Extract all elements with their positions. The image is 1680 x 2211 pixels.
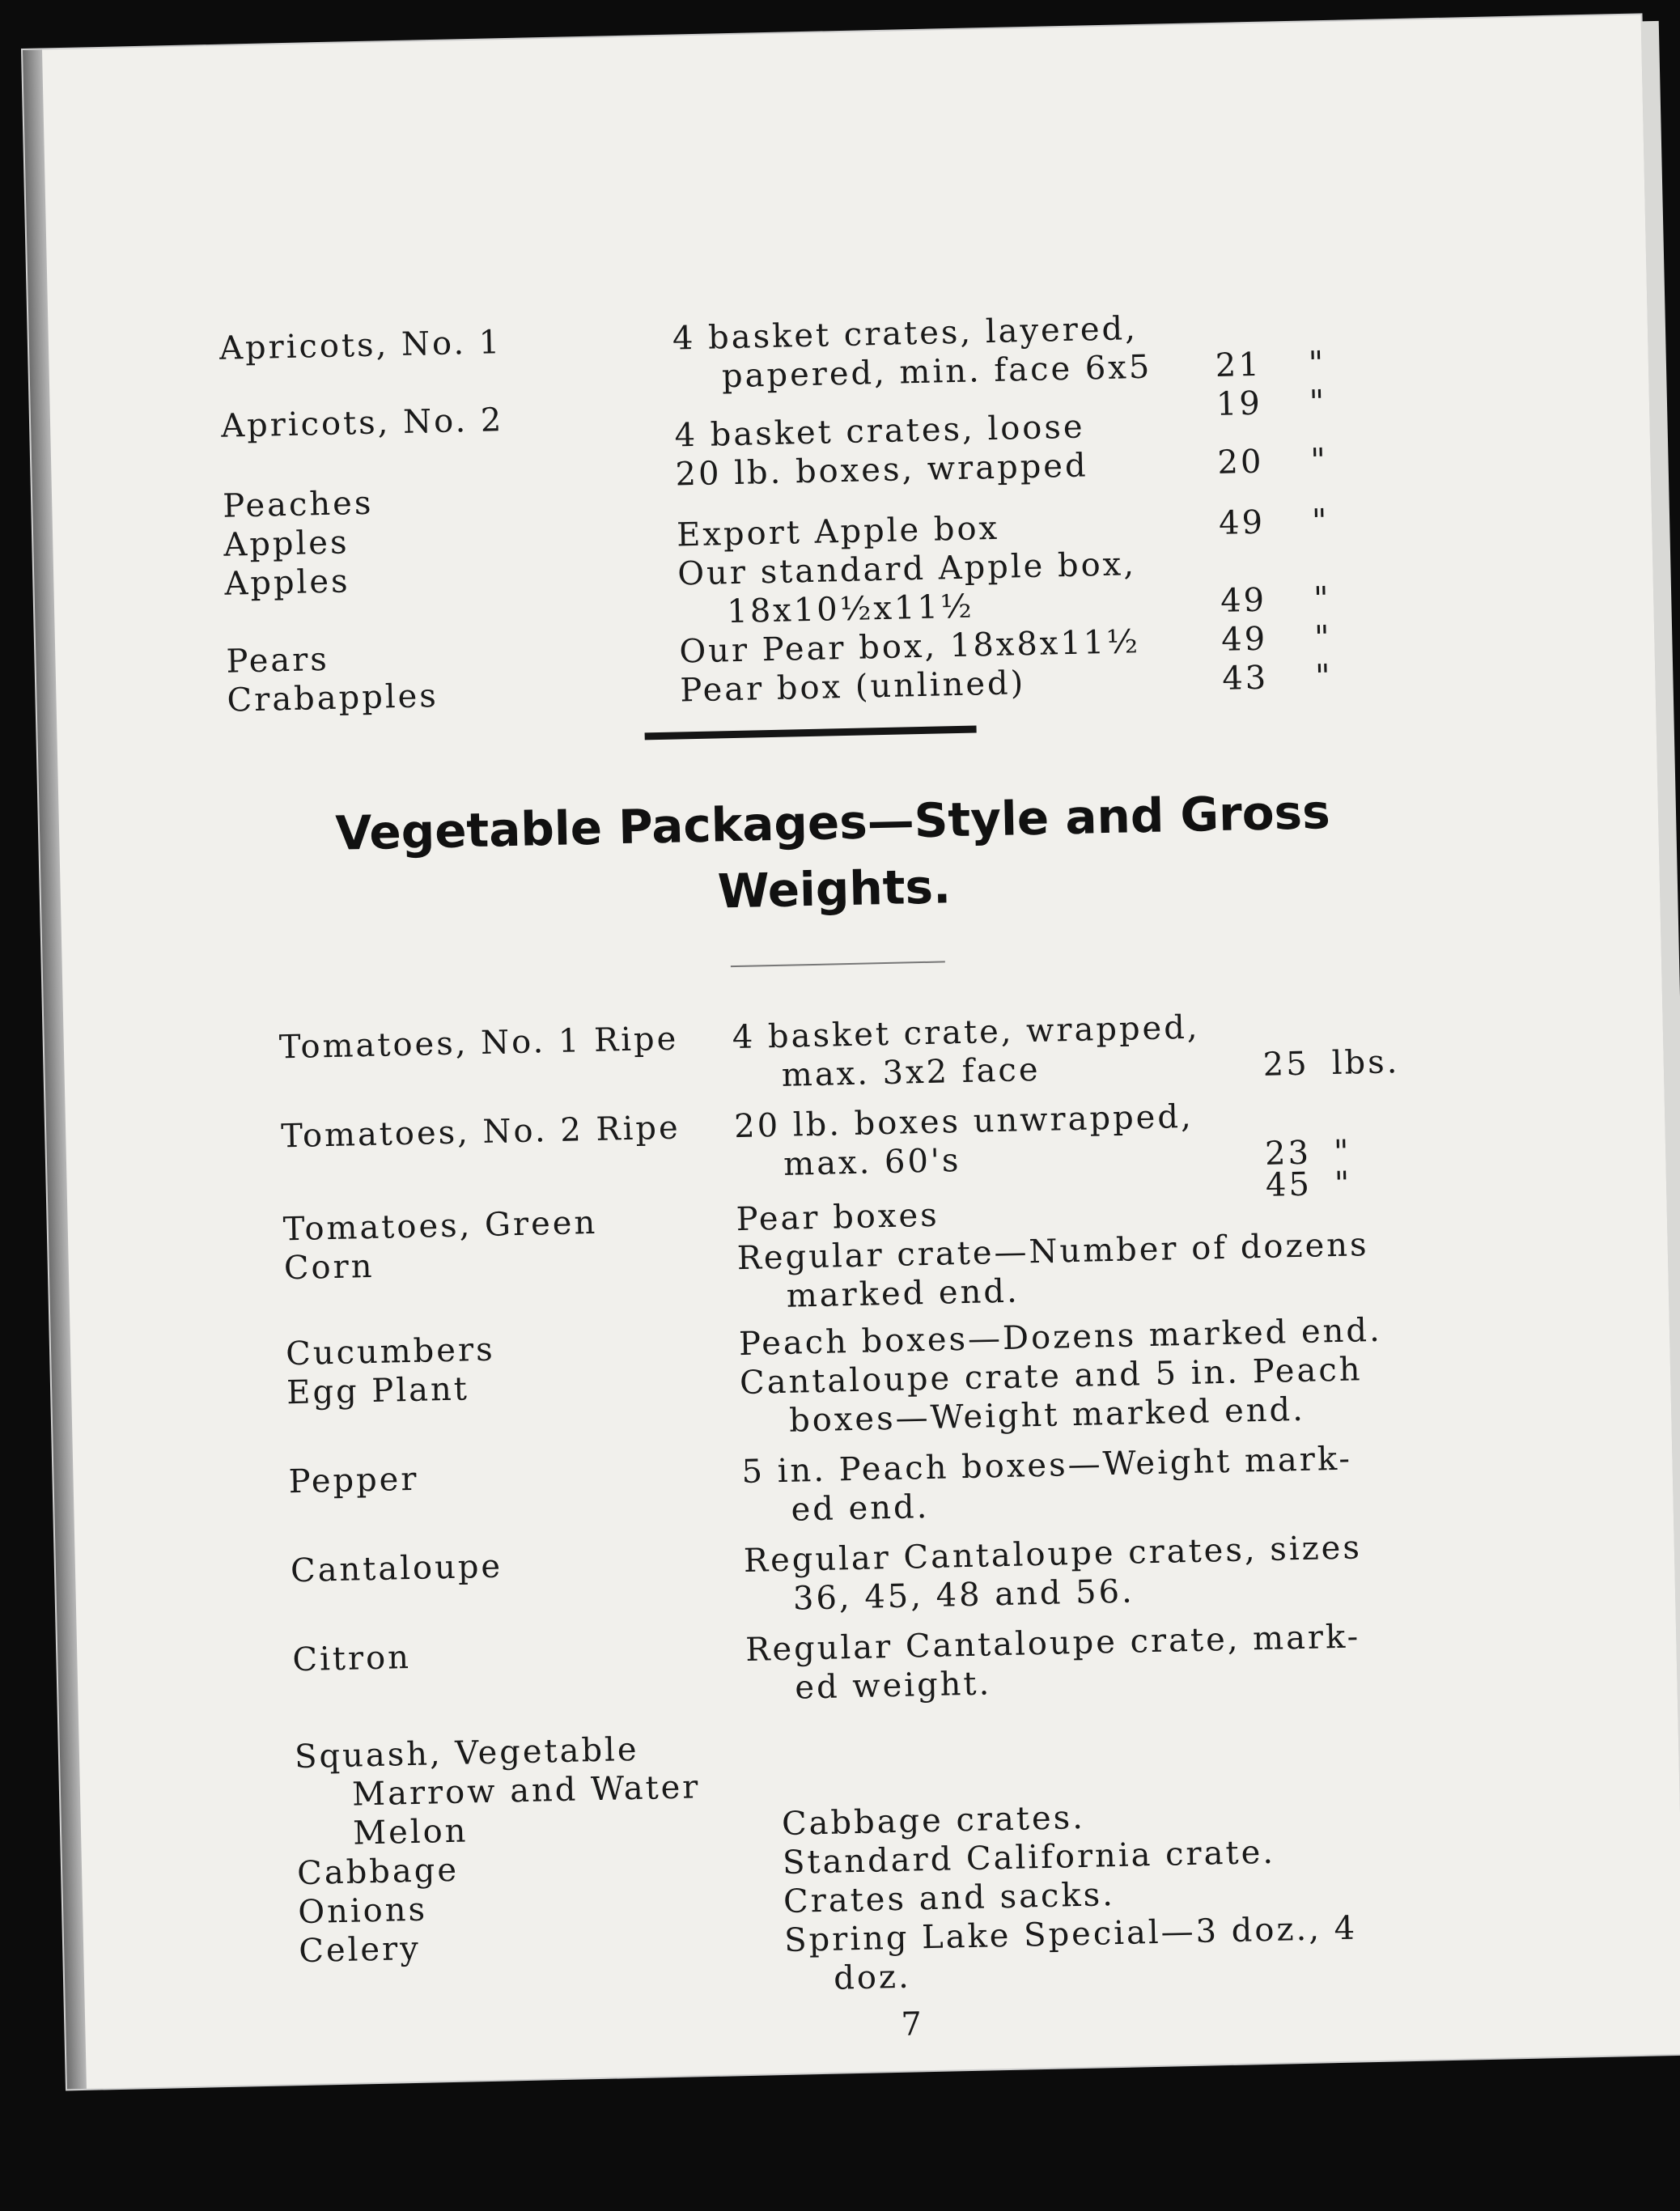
item-unit: "	[1314, 657, 1334, 696]
item-weight: 20	[1216, 443, 1264, 482]
book-spine	[23, 49, 87, 2089]
item-description: Peach boxes—Dozens marked end.	[738, 1311, 1383, 1364]
item-description: Spring Lake Special—3 doz., 4	[783, 1909, 1358, 1960]
item-name: Cantaloupe	[290, 1547, 503, 1590]
item-name: Apricots, No. 2	[220, 401, 504, 445]
item-description: 5 in. Peach boxes—Weight mark-	[741, 1440, 1353, 1492]
list-item	[299, 1958, 912, 2009]
item-weight: 23	[1264, 1134, 1312, 1173]
book-page	[23, 15, 1680, 2089]
item-weight: 49	[1218, 503, 1266, 542]
item-name: Apricots, No. 1	[218, 324, 503, 367]
section-divider	[645, 725, 977, 740]
item-description: papered, min. face 6x5	[721, 348, 1152, 396]
item-unit: "	[1309, 383, 1327, 422]
list-item	[283, 1226, 1369, 1288]
item-description: Crates and sacks.	[783, 1876, 1116, 1921]
page-edge	[1641, 21, 1680, 2060]
item-name: Egg Plant	[286, 1370, 470, 1412]
list-item	[291, 1572, 1135, 1629]
item-unit: lbs.	[1331, 1043, 1400, 1083]
list-item	[296, 1833, 1276, 1893]
page-number: 7	[900, 2005, 923, 2043]
list-item	[289, 1487, 930, 1540]
list-item	[282, 1196, 940, 1249]
item-name: Pears	[226, 640, 330, 681]
item-name: Celery	[298, 1929, 422, 1971]
item-unit: "	[1308, 344, 1326, 383]
list-item	[284, 1272, 1020, 1326]
item-weight: 49	[1220, 581, 1267, 620]
item-description: max. 3x2 face	[781, 1050, 1041, 1094]
item-name: Pepper	[288, 1460, 419, 1501]
heading-underline	[731, 961, 945, 967]
item-name: Tomatoes, Green	[282, 1203, 598, 1249]
item-name: Corn	[283, 1247, 375, 1288]
list-item	[218, 310, 1139, 368]
item-unit: "	[1333, 1133, 1351, 1171]
item-name: Squash, Vegetable	[294, 1730, 639, 1776]
item-description: 36, 45, 48 and 56.	[792, 1572, 1135, 1618]
item-name: Crabapples	[227, 677, 439, 719]
item-unit: "	[1313, 579, 1332, 618]
list-item	[288, 1440, 1353, 1501]
item-name: Apples	[223, 562, 351, 603]
item-unit: "	[1311, 502, 1330, 541]
item-description: 4 basket crates, loose	[674, 408, 1086, 455]
item-name: Tomatoes, No. 1 Ripe	[278, 1020, 679, 1067]
item-description: Cantaloupe crate and 5 in. Peach	[739, 1351, 1363, 1403]
item-description: Pear box (unlined)	[679, 664, 1026, 710]
item-unit: "	[1334, 1165, 1352, 1203]
item-weight: 45	[1265, 1165, 1313, 1204]
item-weight: 25	[1262, 1045, 1310, 1084]
item-description: 18x10½x11½	[726, 588, 975, 631]
item-name: Onions	[297, 1891, 428, 1932]
item-description: Regular Cantaloupe crates, sizes	[743, 1529, 1363, 1581]
list-item	[293, 1665, 992, 1718]
item-weight: 21	[1215, 346, 1262, 384]
item-name: Cucumbers	[285, 1330, 496, 1373]
item-description: Our standard Apple box,	[677, 545, 1137, 593]
list-item	[223, 545, 1137, 604]
item-description: Cabbage crates.	[781, 1798, 1086, 1844]
item-description: 4 basket crates, layered,	[672, 310, 1139, 358]
item-name: Citron	[291, 1639, 412, 1679]
item-weight: 49	[1220, 620, 1268, 659]
item-name: Marrow and Water	[351, 1768, 701, 1814]
item-description: marked end.	[786, 1272, 1020, 1315]
item-description: Our Pear box, 18x8x11½	[678, 623, 1141, 671]
item-name: Cabbage	[296, 1851, 460, 1893]
item-weight: 43	[1221, 659, 1269, 698]
item-unit: "	[1313, 618, 1333, 657]
item-description: Standard California crate.	[782, 1833, 1276, 1882]
item-description: Export Apple box	[676, 509, 1000, 554]
item-description: max. 60's	[783, 1142, 961, 1183]
list-item	[297, 1876, 1116, 1932]
item-name: Tomatoes, No. 2 Ripe	[280, 1109, 681, 1156]
list-item	[291, 1618, 1361, 1679]
item-name: Peaches	[222, 484, 374, 525]
item-description: Regular Cantaloupe crate, mark-	[745, 1618, 1361, 1669]
item-description: Pear boxes	[736, 1196, 940, 1239]
item-description: ed weight.	[794, 1665, 992, 1707]
list-item	[280, 1097, 1194, 1156]
item-unit: "	[1309, 441, 1329, 480]
item-name: Melon	[352, 1812, 469, 1852]
item-description: doz.	[833, 1958, 912, 1997]
item-name: Apples	[223, 524, 350, 564]
item-weight: 19	[1215, 384, 1263, 423]
item-description: boxes—Weight marked end.	[788, 1390, 1306, 1440]
item-description: ed end.	[791, 1487, 930, 1529]
item-description: 4 basket crate, wrapped,	[732, 1008, 1201, 1057]
section-heading: Vegetable Packages—Style and Gross Weights.	[334, 783, 1331, 919]
item-description: 20 lb. boxes unwrapped,	[733, 1097, 1194, 1146]
list-item	[296, 1798, 1086, 1854]
list-item	[278, 1008, 1201, 1067]
item-description: Regular crate—Number of dozens	[736, 1226, 1369, 1278]
item-description: 20 lb. boxes, wrapped	[675, 447, 1089, 494]
list-item	[295, 1768, 701, 1815]
fruit-packages-list	[23, 15, 1641, 719]
